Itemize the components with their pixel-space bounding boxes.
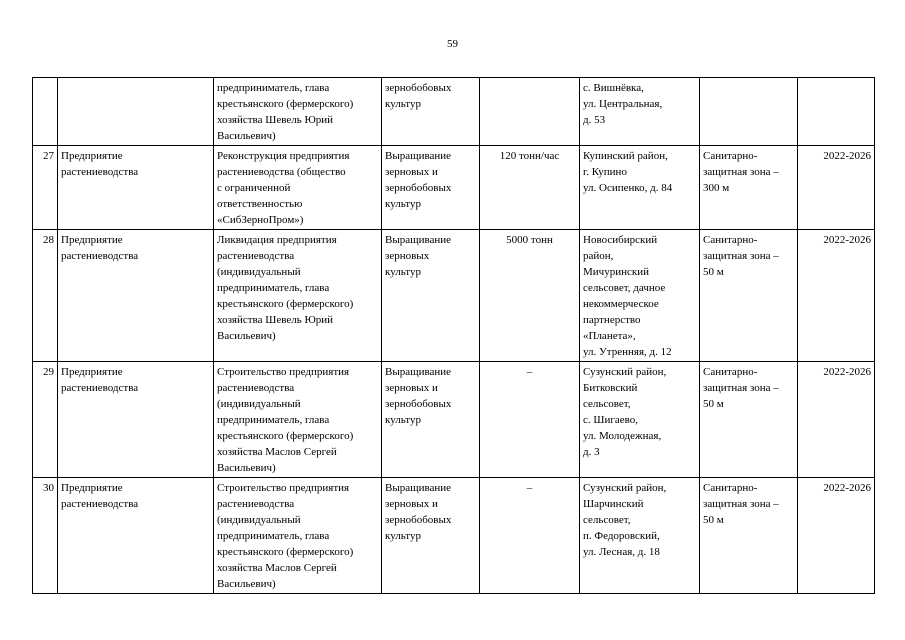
purpose: Выращивание зерновых культур [382, 230, 480, 362]
object-name: Предприятие растениеводства [58, 230, 214, 362]
period: 2022-2026 [798, 146, 875, 230]
object-name: Предприятие растениеводства [58, 478, 214, 594]
event-description: предприниматель, глава крестьянского (фермерского) хозяйства Шевель Юрий Васильевич) [214, 78, 382, 146]
object-name: Предприятие растениеводства [58, 362, 214, 478]
row-number: 29 [33, 362, 58, 478]
protection-zone [700, 78, 798, 146]
table-row [33, 230, 875, 362]
object-name: Предприятие растениеводства [58, 146, 214, 230]
capacity [480, 78, 580, 146]
row-number: 27 [33, 146, 58, 230]
location: Купинский район, г. Купино ул. Осипенко, д. 84 [580, 146, 700, 230]
page-number: 59 [447, 38, 458, 50]
purpose: Выращивание зерновых и зернобобовых культур [382, 478, 480, 594]
row-number [33, 78, 58, 146]
location: Новосибирский район, Мичуринский сельсовет, дачное некоммерческое партнерство «Планета», ул. Утренняя, д. 12 [580, 230, 700, 362]
capacity: – [480, 362, 580, 478]
capacity: – [480, 478, 580, 594]
period [798, 78, 875, 146]
location: Сузунский район, Битковский сельсовет, с. Шигаево, ул. Молодежная, д. 3 [580, 362, 700, 478]
capacity: 120 тонн/час [480, 146, 580, 230]
protection-zone: Санитарно- защитная зона – 50 м [700, 230, 798, 362]
period: 2022-2026 [798, 478, 875, 594]
period: 2022-2026 [798, 362, 875, 478]
capacity: 5000 тонн [480, 230, 580, 362]
event-description: Строительство предприятия растениеводства (индивидуальный предприниматель, глава крестьянского (фермерского) хозяйства Маслов Сергей Васильевич) [214, 362, 382, 478]
event-description: Строительство предприятия растениеводства (индивидуальный предприниматель, глава крестьянского (фермерского) хозяйства Маслов Сергей Васильевич) [214, 478, 382, 594]
row-number: 28 [33, 230, 58, 362]
protection-zone: Санитарно- защитная зона – 50 м [700, 478, 798, 594]
protection-zone: Санитарно- защитная зона – 50 м [700, 362, 798, 478]
location: Сузунский район, Шарчинский сельсовет, п. Федоровский, ул. Лесная, д. 18 [580, 478, 700, 594]
objects-table [32, 77, 875, 594]
location: с. Вишнёвка, ул. Центральная, д. 53 [580, 78, 700, 146]
table-row [33, 362, 875, 478]
period: 2022-2026 [798, 230, 875, 362]
purpose: зернобобовых культур [382, 78, 480, 146]
purpose: Выращивание зерновых и зернобобовых культур [382, 146, 480, 230]
table-row [33, 78, 875, 146]
table-row [33, 478, 875, 594]
event-description: Ликвидация предприятия растениеводства (индивидуальный предприниматель, глава крестьянского (фермерского) хозяйства Шевель Юрий Васильевич) [214, 230, 382, 362]
row-number: 30 [33, 478, 58, 594]
purpose: Выращивание зерновых и зернобобовых культур [382, 362, 480, 478]
table-row [33, 146, 875, 230]
event-description: Реконструкция предприятия растениеводства (общество с ограниченной ответственностью «СибЗерноПром») [214, 146, 382, 230]
protection-zone: Санитарно- защитная зона – 300 м [700, 146, 798, 230]
object-name [58, 78, 214, 146]
